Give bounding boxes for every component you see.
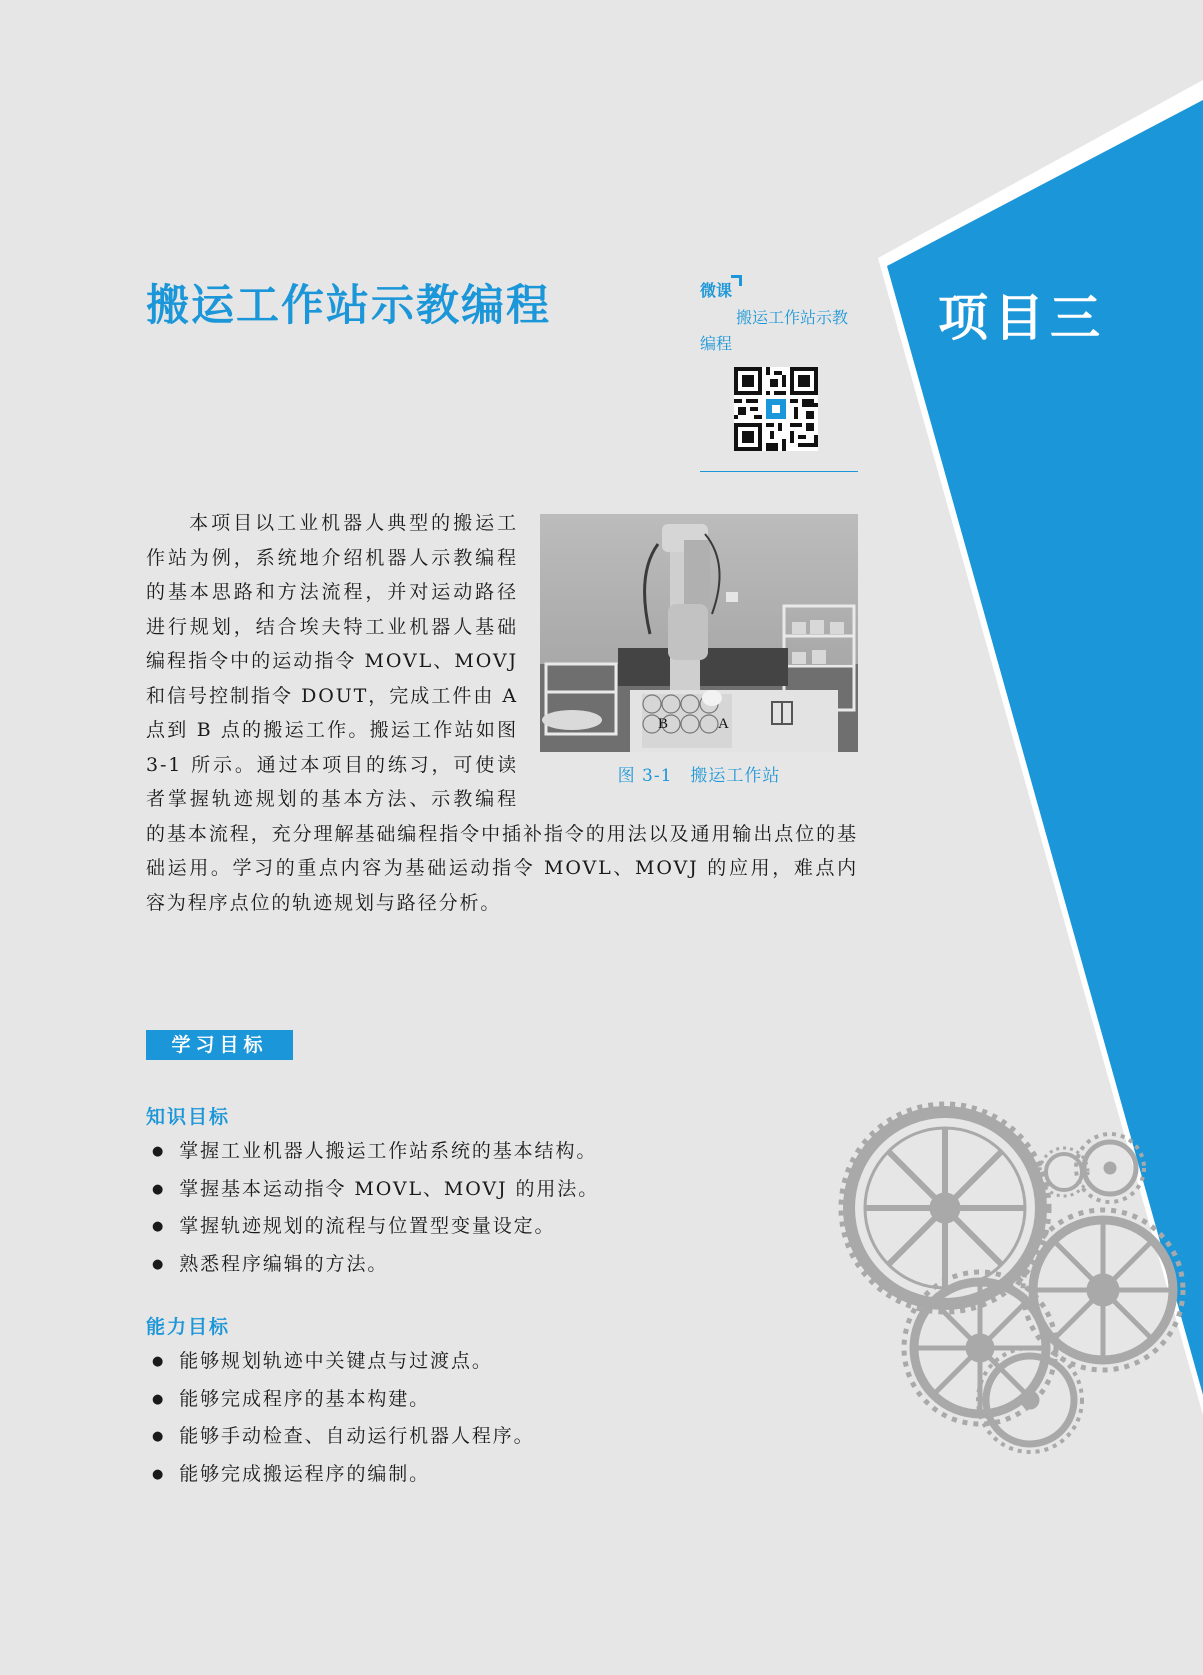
micro-lesson-tag: 微课: [700, 278, 732, 301]
qr-code[interactable]: [734, 367, 818, 451]
list-item: ● 掌握轨迹规划的流程与位置型变量设定。: [146, 1209, 599, 1247]
learning-goals-header: 学习目标: [146, 1030, 293, 1060]
intro-section: [146, 506, 858, 920]
figure: [540, 514, 858, 788]
micro-lesson: [700, 278, 858, 472]
workstation-photo: [540, 514, 858, 752]
gears-illustration: [841, 1104, 1183, 1452]
list-item: ● 能够规划轨迹中关键点与过渡点。: [146, 1344, 535, 1382]
ability-goals-list: [146, 1344, 535, 1494]
list-item: ● 能够完成搬运程序的编制。: [146, 1457, 535, 1495]
knowledge-goals-list: [146, 1134, 599, 1284]
list-item: ● 掌握工业机器人搬运工作站系统的基本结构。: [146, 1134, 599, 1172]
list-item: ● 熟悉程序编辑的方法。: [146, 1247, 599, 1285]
micro-lesson-divider: [700, 471, 858, 472]
project-label: 项目三: [938, 289, 1106, 347]
list-item: ● 掌握基本运动指令 MOVL、MOVJ 的用法。: [146, 1172, 599, 1210]
point-b-label: B: [658, 716, 670, 732]
list-item: ● 能够完成程序的基本构建。: [146, 1382, 535, 1420]
ability-goals-title: 能力目标: [146, 1316, 231, 1338]
micro-lesson-title: 搬运工作站示教编程: [700, 308, 849, 353]
point-a-label: A: [718, 716, 731, 732]
figure-caption: 图 3-1 搬运工作站: [617, 766, 781, 786]
list-item: ● 能够手动检查、自动运行机器人程序。: [146, 1419, 535, 1457]
knowledge-goals-title: 知识目标: [146, 1106, 231, 1128]
intro-paragraph: 本项目以工业机器人典型的搬运工作站为例，系统地介绍机器人示教编程的基本思路和方法流程，并对运动路径进行规划，结合埃夫特工业机器人基础编程指令中的运动指令 MOVL、MOVJ 和信号控制指令 DOUT，完成工件由 A 点到 B 点的搬运工作。搬运工作站如图 3-1 所示。通过本项目的练习，可使读者掌握轨迹规划的基本方法、示教编程的基本流程，充分理解基础编程指令中插补指令的用法以及通用输出点位的基础运用。学习的重点内容为基础运动指令 MOVL、MOVJ 的应用，难点内容为程序点位的轨迹规划与路径分析。: [146, 512, 858, 914]
page-title: 搬运工作站示教编程: [146, 281, 551, 331]
